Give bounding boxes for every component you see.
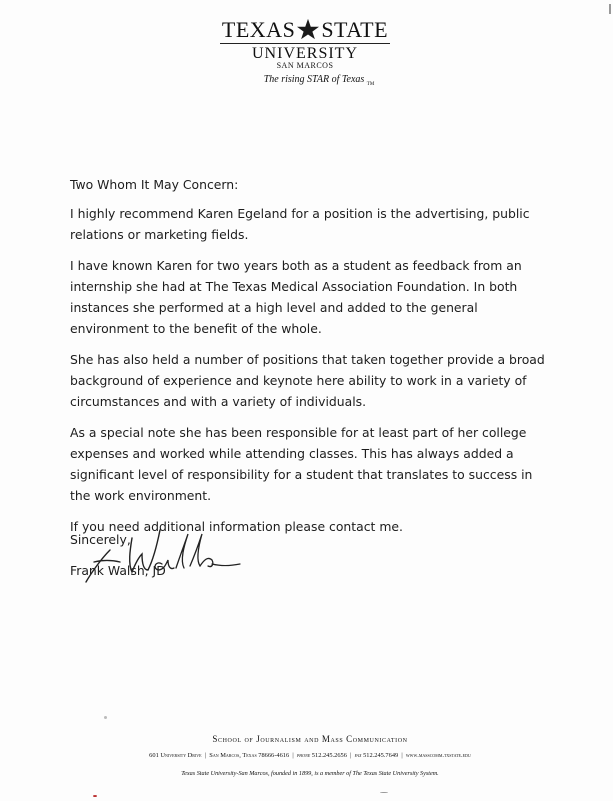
footer-fax: 512.245.7649 xyxy=(363,752,399,759)
scan-speck xyxy=(93,795,97,797)
closing: Sincerely, xyxy=(70,532,131,547)
footer-school: School of Journalism and Mass Communication xyxy=(212,734,408,744)
footer-address-line: 601 University Drive | San Marcos, Texas 78666-4616 | phone 512.245.2656 | fax 512.245.7649 | www.masscomm.txstate.edu xyxy=(149,752,471,759)
footer-city: San Marcos, Texas 78666-4616 xyxy=(209,752,290,759)
paragraph-2: I have known Karen for two years both as a student as feedback from an internship she had at The Texas Medical Association Foundation. In both instances she performed at a high level and added to the general environment to the benefit of the whole. xyxy=(70,258,522,336)
footer-fax-label: fax xyxy=(354,752,362,759)
paragraph-1: I highly recommend Karen Egeland for a position is the advertising, public relations or marketing fields. xyxy=(70,206,530,242)
footer-note: Texas State University-San Marcos, founded in 1899, is a member of The Texas State University System. xyxy=(181,770,439,777)
footer-phone-label: phone xyxy=(296,752,311,759)
footer-website: www.masscomm.txstate.edu xyxy=(405,752,471,759)
scan-speck xyxy=(380,792,388,793)
signer-name: Frank Walsh, JD xyxy=(70,563,166,578)
paragraph-5: If you need additional information please contact me. xyxy=(70,519,403,534)
tagline xyxy=(214,74,424,91)
paragraph-4: As a special note she has been responsible for at least part of her college expenses and worked while attending classes. This has always added a significant level of responsibility for a student that translates to success in the work environment. xyxy=(70,425,533,503)
wordmark-university: UNIVERSITY xyxy=(252,45,358,62)
letterhead-rule xyxy=(220,43,390,44)
footer-address: 601 University Drive xyxy=(149,752,202,759)
scan-speck xyxy=(104,716,107,719)
wordmark-campus: SAN MARCOS xyxy=(276,61,334,70)
trademark: TM xyxy=(366,82,375,87)
letterhead-footer xyxy=(80,733,540,779)
letter-body xyxy=(70,174,545,547)
salutation: Two Whom It May Concern: xyxy=(70,177,239,192)
university-wordmark xyxy=(200,18,410,42)
tagline-text: The rising STAR of Texas xyxy=(263,74,365,85)
scan-speck xyxy=(609,4,611,14)
signature xyxy=(80,520,250,590)
star-icon xyxy=(295,18,321,40)
paragraph-3: She has also held a number of positions that taken together provide a broad background of experience and keynote here ability to work in a variety of circumstances and with a variety of individuals. xyxy=(70,352,545,409)
wordmark-state: STATE xyxy=(321,17,389,42)
letterhead xyxy=(200,18,410,91)
footer-phone: 512.245.2656 xyxy=(311,752,347,759)
wordmark-texas: TEXAS xyxy=(221,17,296,42)
